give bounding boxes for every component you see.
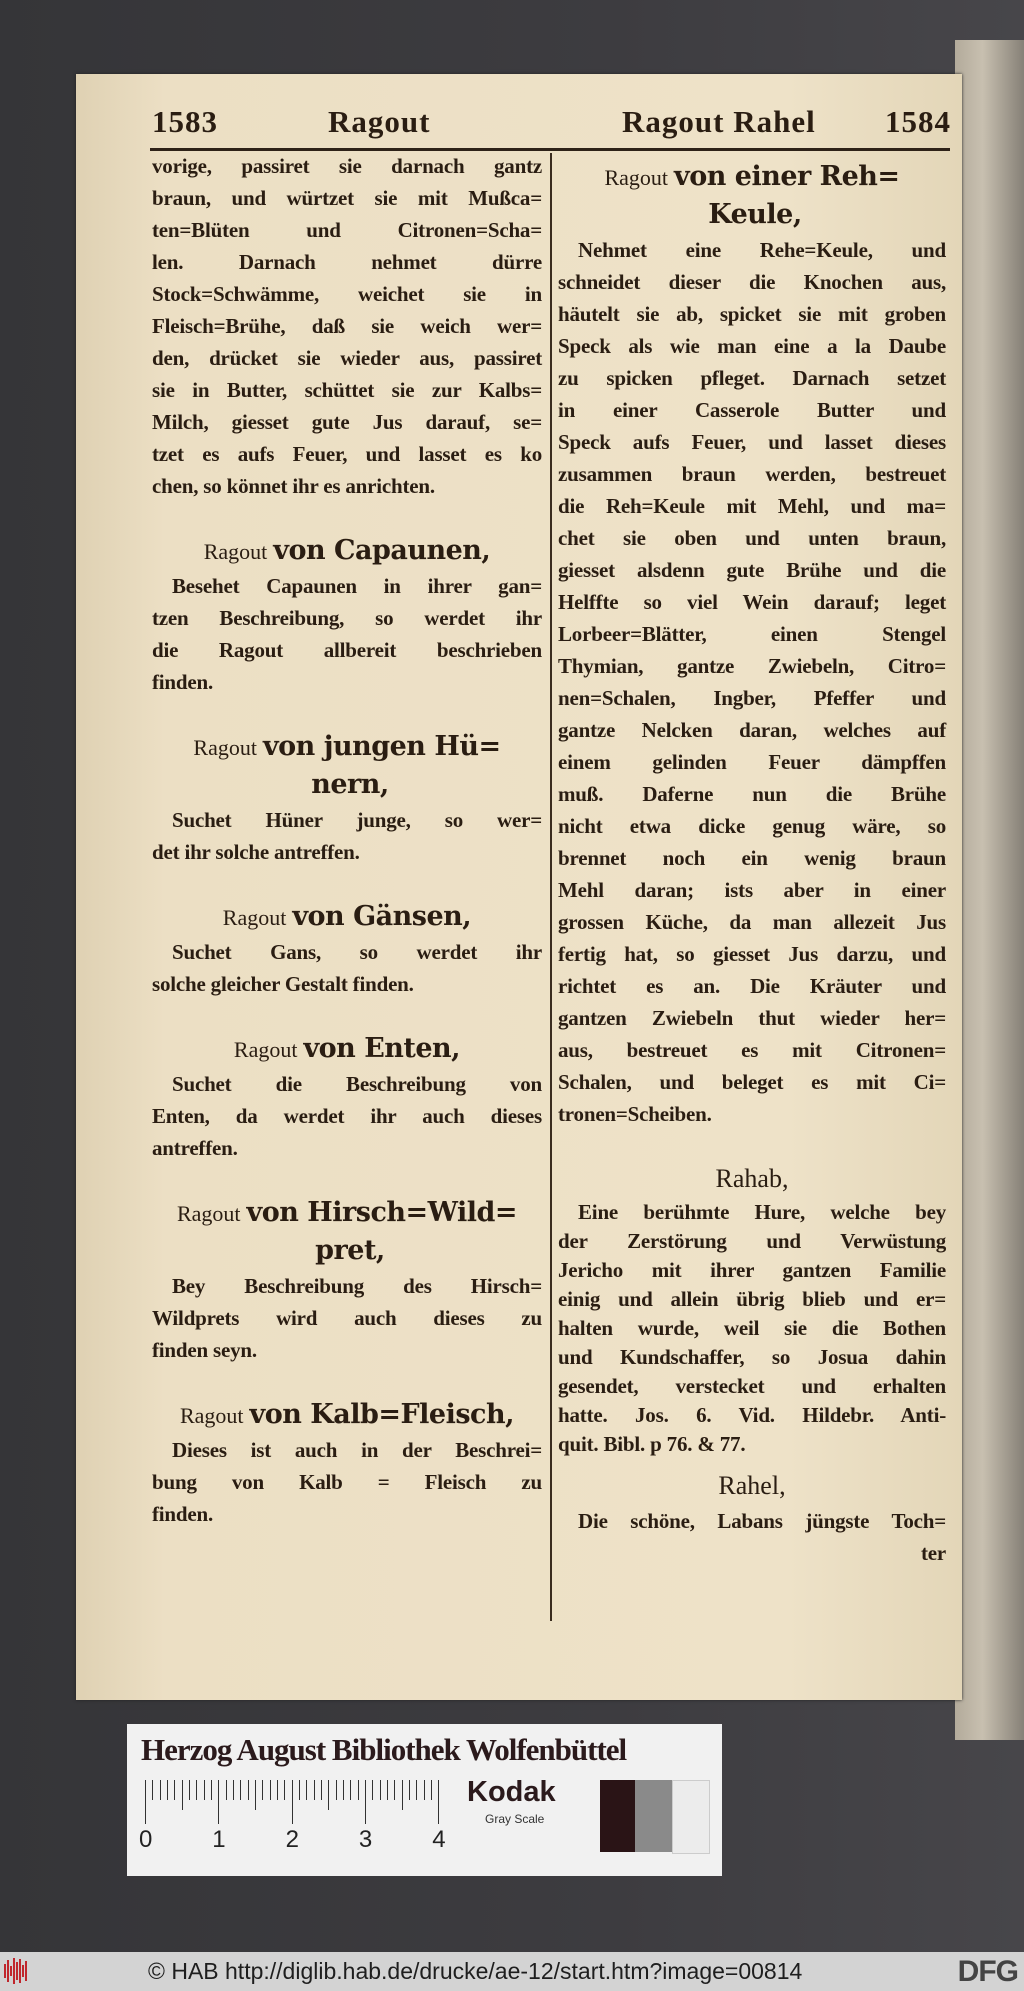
gray-swatch (600, 1780, 635, 1852)
text-line: zu spicken pfleget. Darnach setzet (558, 366, 946, 390)
text-line: hatte. Jos. 6. Vid. Hildebr. Anti- (558, 1403, 946, 1427)
right-page-number: 1584 (885, 104, 951, 139)
heading-fraktur: von jungen Hü= (262, 731, 501, 762)
text-line: Enten, da werdet ihr auch dieses (152, 1104, 542, 1128)
text-line: gantze Nelcken daran, welches auf (558, 718, 946, 742)
heading-line (558, 196, 946, 234)
ruler-tick (343, 1780, 344, 1800)
paragraph (152, 570, 542, 698)
paragraph (152, 804, 542, 868)
text-line: vorige, passiret sie darnach gantz (152, 154, 542, 178)
paragraph (152, 1270, 542, 1366)
dfg-logo: DFG (957, 1955, 1018, 1988)
paragraph (152, 150, 542, 502)
logo-bar (13, 1958, 15, 1984)
text-line: finden. (152, 1502, 214, 1526)
text-line: Eine berühmte Hure, welche bey (578, 1200, 946, 1224)
color-target-card (127, 1724, 722, 1876)
right-running-title: Ragout Rahel (622, 104, 816, 139)
footer-bar (0, 1952, 1024, 1991)
text-line: zusammen braun werden, bestreuet (558, 462, 946, 486)
section-heading (152, 1030, 542, 1068)
paragraph (558, 234, 946, 1130)
heading-roman: Ragout (179, 1403, 244, 1428)
logo-bar (16, 1962, 18, 1980)
section-heading (152, 728, 542, 804)
text-line: und Kundschaffer, so Josua dahin (558, 1345, 946, 1369)
text-line: Dieses ist auch in der Beschrei= (172, 1438, 542, 1462)
ruler-tick (182, 1780, 183, 1810)
ruler-tick (431, 1780, 432, 1800)
text-line: Mehl daran; ists aber in einer (558, 878, 946, 902)
ruler-tick (167, 1780, 168, 1800)
ruler-tick (409, 1780, 410, 1800)
heading-roman: Ragout (604, 165, 669, 190)
ruler-tick (424, 1780, 425, 1800)
text-line: der Zerstörung und Verwüstung (558, 1229, 946, 1253)
text-line: nicht etwa dicke genug wäre, so (558, 814, 946, 838)
text-line: in einer Casserole Butter und (558, 398, 946, 422)
text-line: Fleisch=Brühe, daß sie weich wer= (152, 314, 542, 338)
ruler-tick (218, 1780, 219, 1824)
column-divider (550, 153, 552, 1621)
ruler-tick (380, 1780, 381, 1800)
heading-roman: Ragout (233, 1037, 298, 1062)
ruler-tick (233, 1780, 234, 1800)
text-line: Jericho mit ihrer gantzen Familie (558, 1258, 946, 1282)
text-line: schneidet dieser die Knochen aus, (558, 270, 946, 294)
text-line: halten wurde, weil sie die Bothen (558, 1316, 946, 1340)
text-line: Speck als wie man eine a la Daube (558, 334, 946, 358)
heading-line (152, 766, 542, 804)
heading-fraktur: von Kalb=Fleisch, (249, 1399, 515, 1430)
ruler-tick (152, 1780, 153, 1800)
ruler-number: 1 (212, 1826, 226, 1853)
right-column (558, 152, 946, 1569)
ruler-tick (321, 1780, 322, 1800)
ruler-tick (255, 1780, 256, 1810)
logo-bar (25, 1961, 27, 1981)
text-line: Stock=Schwämme, weichet sie in (152, 282, 542, 306)
heading-fraktur: von Hirsch=Wild= (246, 1197, 518, 1228)
gray-scale-label: Gray Scale (485, 1812, 545, 1826)
ruler-number: 4 (432, 1826, 446, 1853)
section-heading (152, 1396, 542, 1434)
library-name: Herzog August Bibliothek Wolfenbüttel (141, 1732, 627, 1767)
paragraph (558, 1198, 946, 1459)
heading-line (152, 1030, 542, 1068)
ruler-tick (160, 1780, 161, 1800)
text-line: häutelt sie ab, spicket sie mit groben (558, 302, 946, 326)
ruler-tick (196, 1780, 197, 1800)
ruler-tick (284, 1780, 285, 1800)
text-line: ten=Blüten und Citronen=Scha= (152, 218, 542, 242)
heading-fraktur: Keule, (708, 199, 802, 230)
text-line: Bey Beschreibung des Hirsch= (172, 1274, 542, 1298)
heading-line (558, 158, 946, 196)
ruler-tick (145, 1780, 146, 1824)
text-line: solche gleicher Gestalt finden. (152, 972, 414, 996)
paragraph (558, 1505, 946, 1569)
text-line: Die schöne, Labans jüngste Toch= (578, 1509, 946, 1533)
heading-roman: Rahab, (715, 1164, 789, 1193)
text-line: Besehet Capaunen in ihrer gan= (172, 574, 542, 598)
ruler-tick (402, 1780, 403, 1810)
text-line: finden. (152, 670, 214, 694)
section-heading (152, 1194, 542, 1270)
left-column (152, 150, 542, 1530)
text-line: Speck aufs Feuer, und lasset dieses (558, 430, 946, 454)
text-line: bung von Kalb = Fleisch zu (152, 1470, 542, 1494)
logo-bar (22, 1965, 24, 1977)
text-line: len. Darnach nehmet dürre (152, 250, 542, 274)
text-line: muß. Daferne nun die Brühe (558, 782, 946, 806)
ruler-tick (438, 1780, 439, 1824)
ruler-tick (262, 1780, 263, 1800)
heading-roman: Rahel, (718, 1471, 786, 1500)
text-line: Suchet Hüner junge, so wer= (172, 808, 542, 832)
adjacent-page-edge (955, 40, 1024, 1740)
text-line: die Reh=Keule mit Mehl, und ma= (558, 494, 946, 518)
section-heading (558, 1160, 946, 1198)
logo-bar (19, 1959, 21, 1983)
ruler-tick (306, 1780, 307, 1800)
ruler-tick (277, 1780, 278, 1800)
text-line: chen, so könnet ihr es anrichten. (152, 474, 435, 498)
heading-roman: Ragout (193, 735, 257, 760)
text-line: Schalen, und beleget es mit Ci= (558, 1070, 946, 1094)
ruler-tick (387, 1780, 388, 1800)
ruler-tick (416, 1780, 417, 1800)
text-line: einem gelinden Feuer dämpffen (558, 750, 946, 774)
section-heading (152, 532, 542, 570)
text-line: fertig hat, so giesset Jus darzu, und (558, 942, 946, 966)
ruler-tick (358, 1780, 359, 1800)
text-line: grossen Küche, da man allezeit Jus (558, 910, 946, 934)
ruler-tick (394, 1780, 395, 1800)
text-line: nen=Schalen, Ingber, Pfeffer und (558, 686, 946, 710)
text-line: gesendet, verstecket und erhalten (558, 1374, 946, 1398)
text-line: chet sie oben und unten braun, (558, 526, 946, 550)
gray-swatch (672, 1780, 710, 1854)
gray-swatch (635, 1780, 672, 1852)
heading-line (152, 1194, 542, 1232)
text-line: quit. Bibl. p 76. & 77. (558, 1432, 746, 1456)
ruler-tick (211, 1780, 212, 1800)
left-page-number: 1583 (152, 104, 218, 139)
text-line: sie in Butter, schüttet sie zur Kalbs= (152, 378, 542, 402)
text-line: Suchet Gans, so werdet ihr (172, 940, 542, 964)
heading-line (152, 1396, 542, 1434)
text-line: det ihr solche antreffen. (152, 840, 360, 864)
ruler-tick (174, 1780, 175, 1800)
ruler-tick (240, 1780, 241, 1800)
heading-line (558, 1467, 946, 1505)
logo-bar (10, 1966, 12, 1976)
section-heading (152, 898, 542, 936)
paragraph (152, 1068, 542, 1164)
heading-roman: Ragout (176, 1201, 241, 1226)
heading-line (152, 728, 542, 766)
text-line: giesset alsdenn gute Brühe und die (558, 558, 946, 582)
text-line: einig und allein übrig blieb und er= (558, 1287, 946, 1311)
ruler-tick (336, 1780, 337, 1800)
text-line: tronen=Scheiben. (558, 1102, 712, 1126)
heading-fraktur: von einer Reh= (674, 161, 900, 192)
heading-fraktur: von Gänsen, (292, 901, 472, 932)
left-running-title: Ragout (328, 104, 431, 139)
ruler-tick (350, 1780, 351, 1800)
text-line: tzen Beschreibung, so werdet ihr (152, 606, 542, 630)
ruler-tick (226, 1780, 227, 1800)
heading-line (152, 898, 542, 936)
paragraph (152, 1434, 542, 1530)
text-line: die Ragout allbereit beschrieben (152, 638, 542, 662)
logo-bar (7, 1960, 9, 1982)
ruler-tick (314, 1780, 315, 1800)
text-line: Nehmet eine Rehe=Keule, und (578, 238, 946, 262)
ruler-number: 2 (285, 1826, 299, 1853)
kodak-logo: Kodak (467, 1776, 556, 1808)
section-heading (558, 1467, 946, 1505)
text-line: Thymian, gantze Zwiebeln, Citro= (558, 654, 946, 678)
heading-roman: Ragout (222, 905, 287, 930)
heading-roman: Ragout (203, 539, 268, 564)
ruler-tick (328, 1780, 329, 1810)
copyright-url[interactable]: © HAB http://diglib.hab.de/drucke/ae-12/start.htm?image=00814 (148, 1958, 803, 1984)
heading-line (152, 532, 542, 570)
text-line: ter (920, 1541, 946, 1565)
text-line: Suchet die Beschreibung von (172, 1072, 542, 1096)
text-line: braun, und würtzet sie mit Mußca= (152, 186, 542, 210)
heading-fraktur: pret, (315, 1235, 385, 1266)
heading-line (152, 1232, 542, 1270)
ruler-tick (299, 1780, 300, 1800)
text-line: brennet noch ein wenig braun (558, 846, 946, 870)
text-line: richtet es an. Die Kräuter und (558, 974, 946, 998)
heading-line (558, 1160, 946, 1198)
heading-fraktur: von Enten, (303, 1033, 461, 1064)
text-line: antreffen. (152, 1136, 238, 1160)
text-line: tzet es aufs Feuer, und lasset es ko (152, 442, 542, 466)
heading-fraktur: von Capaunen, (273, 535, 491, 566)
text-line: Lorbeer=Blätter, einen Stengel (558, 622, 946, 646)
text-line: Wildprets wird auch dieses zu (152, 1306, 542, 1330)
text-line: gantzen Zwiebeln thut wieder her= (558, 1006, 946, 1030)
hab-logo-icon (4, 1957, 28, 1985)
text-line: finden seyn. (152, 1338, 257, 1362)
heading-fraktur: nern, (311, 769, 389, 800)
ruler-tick (292, 1780, 293, 1824)
ruler-number: 3 (358, 1826, 373, 1853)
ruler-number: 0 (139, 1826, 153, 1853)
section-heading (558, 158, 946, 234)
paragraph (152, 936, 542, 1000)
text-line: Helffte so viel Wein darauf; leget (558, 590, 946, 614)
ruler-tick (365, 1780, 366, 1824)
text-line: aus, bestreuet es mit Citronen= (558, 1038, 946, 1062)
ruler-tick (248, 1780, 249, 1800)
logo-bar (4, 1964, 6, 1978)
ruler-tick (204, 1780, 205, 1800)
ruler-tick (189, 1780, 190, 1800)
text-line: den, drücket sie wieder aus, passiret (152, 346, 542, 370)
text-line: Milch, giesset gute Jus darauf, se= (152, 410, 542, 434)
ruler-tick (372, 1780, 373, 1800)
ruler-tick (270, 1780, 271, 1800)
